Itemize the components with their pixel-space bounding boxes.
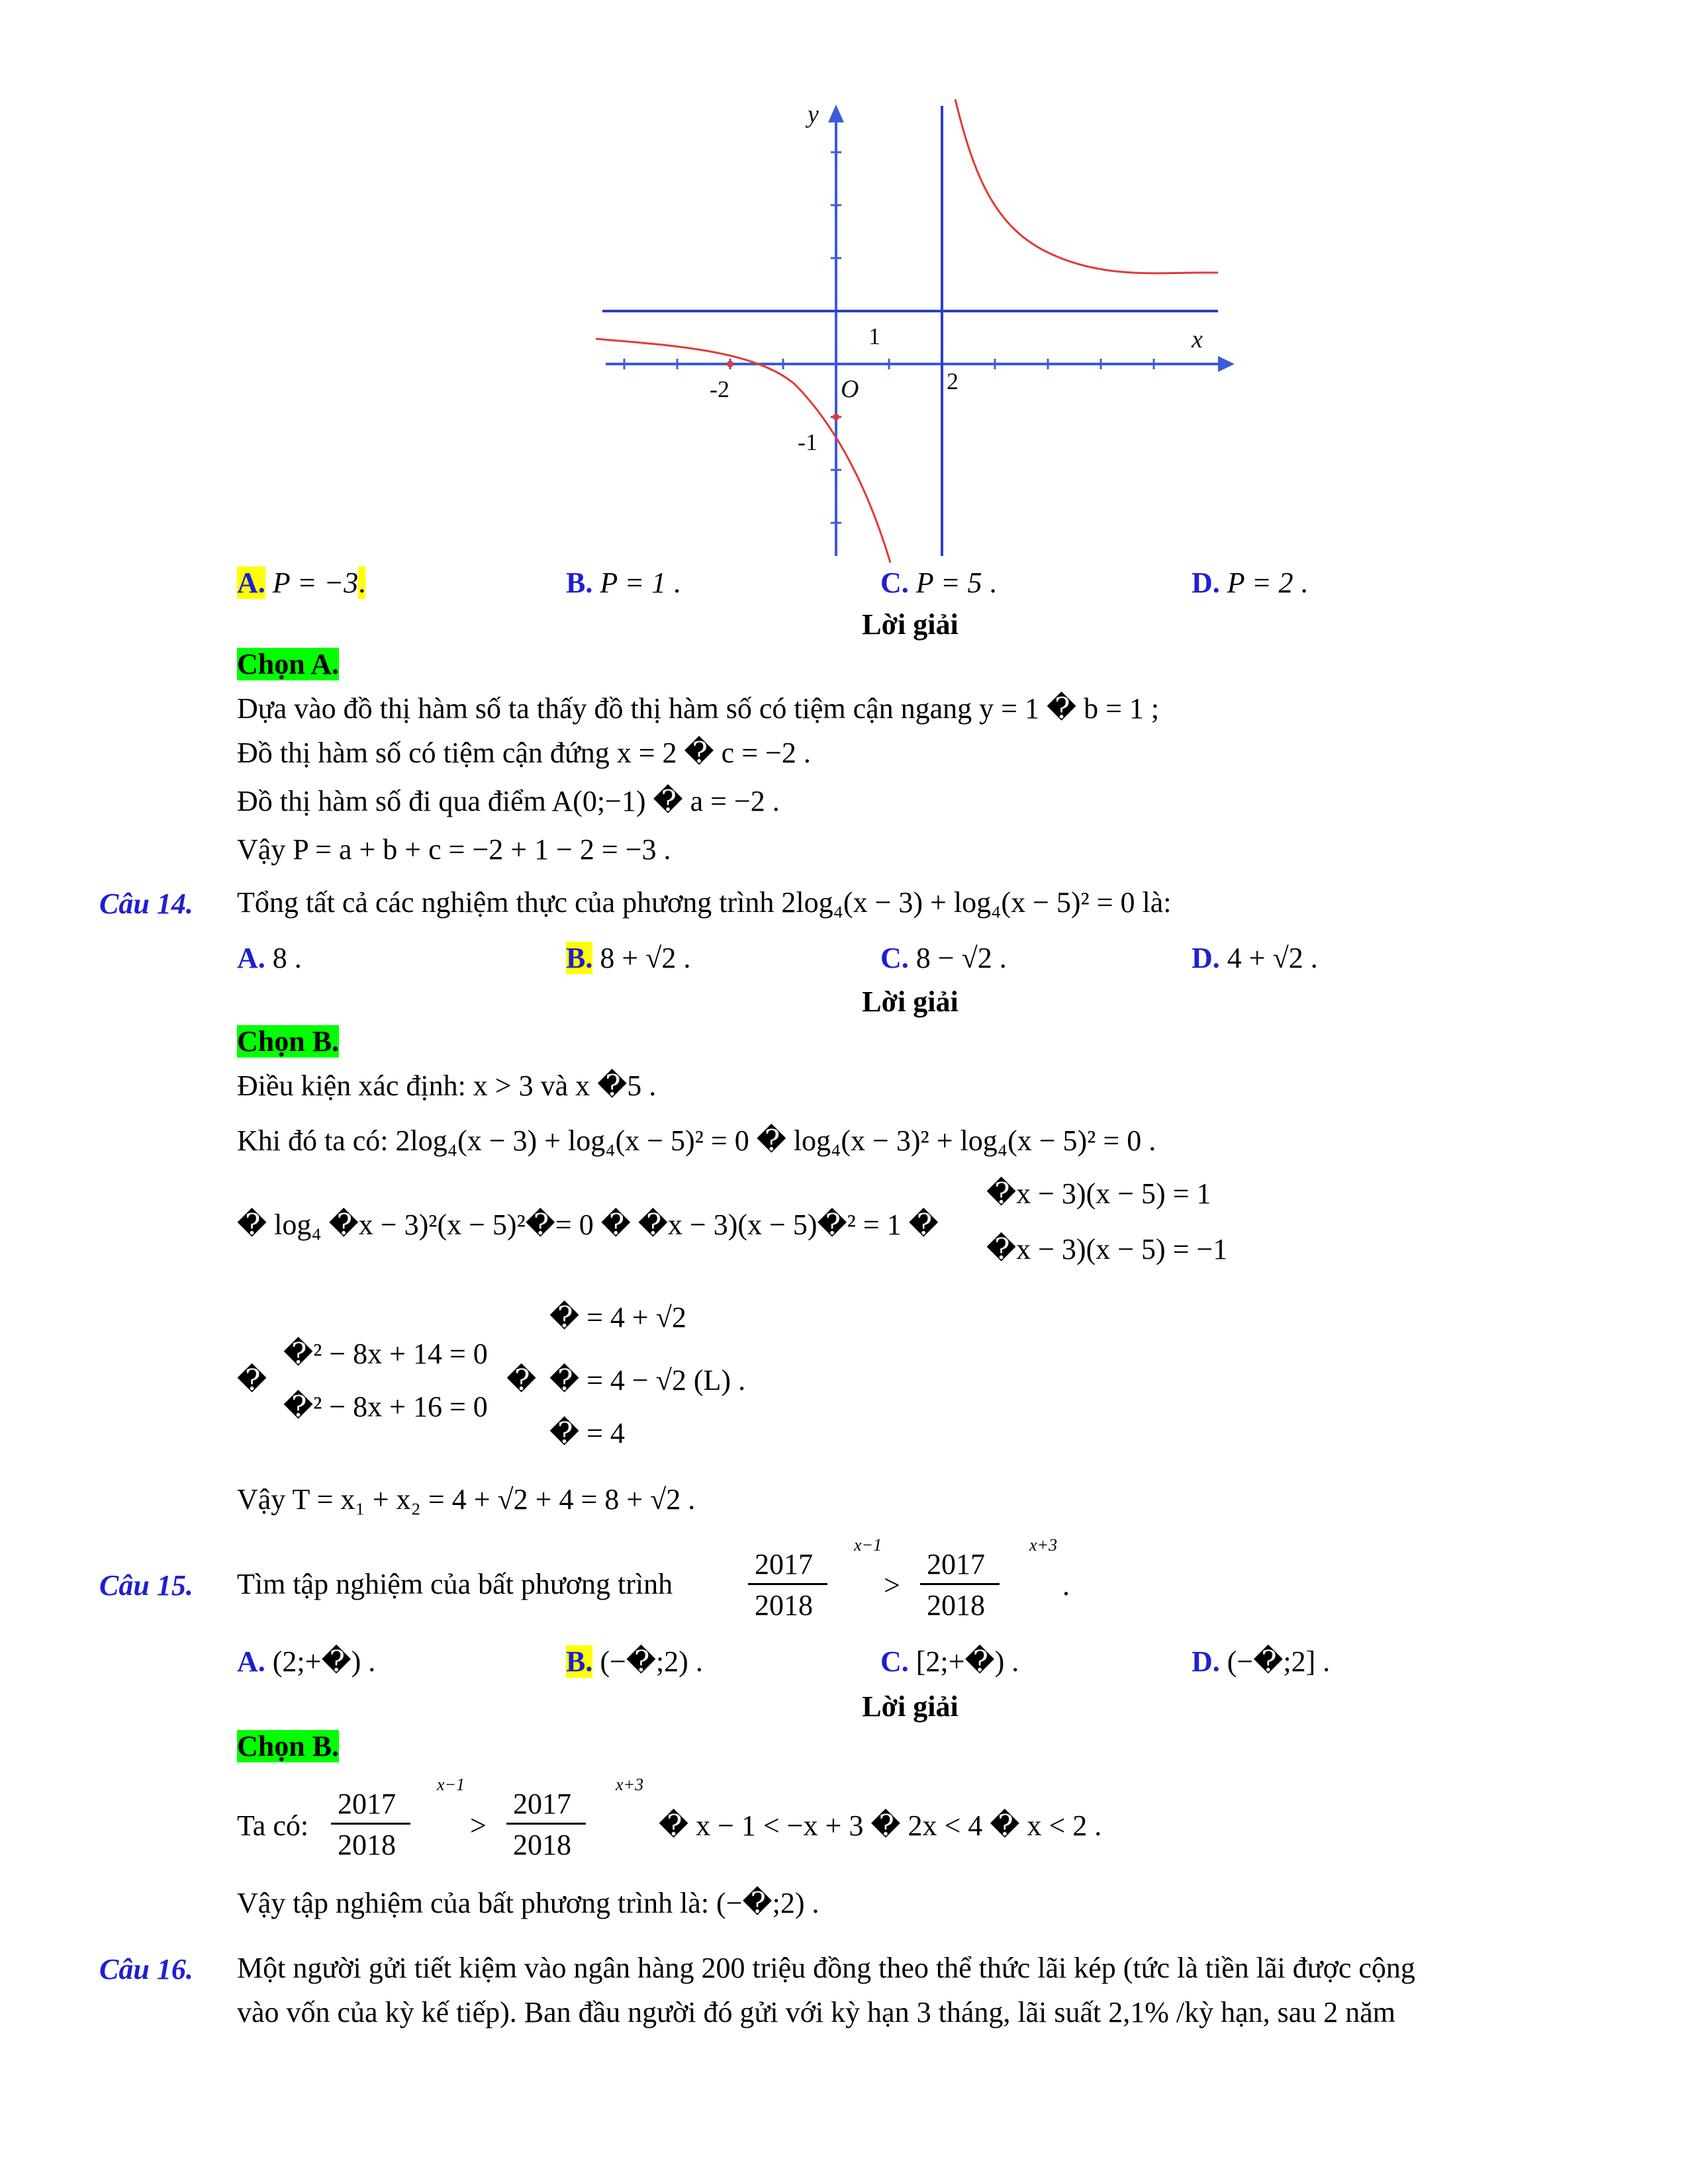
- q14-line-4a: �: [237, 1364, 267, 1396]
- origin-label: O: [841, 375, 859, 403]
- x-axis-arrow: [1218, 356, 1235, 372]
- q14-line-5: Vậy T = x₁ + x₂ = 4 + √2 + 4 = 8 + √2 .: [237, 1483, 696, 1516]
- q15-option-b-label: B.: [566, 1645, 593, 1678]
- q15-frac-left-num: 2017: [755, 1548, 813, 1580]
- tick-label-1: 1: [868, 323, 880, 349]
- q15-option-b-value: (−�;2) .: [600, 1645, 703, 1678]
- q13-option-b-value: P = 1: [600, 567, 667, 599]
- q16-line-2: vào vốn của kỳ kế tiếp). Ban đầu người đó gửi với kỳ hạn 3 tháng, lãi suất 2,1% /kỳ hạn, sau 2 năm: [237, 1996, 1396, 2028]
- q14-line-3b-bottom: �x − 3)(x − 5) = −1: [986, 1233, 1228, 1265]
- q14-label: Câu 14.: [99, 887, 193, 920]
- q14-line-4c: �: [506, 1364, 537, 1396]
- q15-option-d-value: (−�;2] .: [1227, 1645, 1331, 1678]
- q15-label: Câu 15.: [99, 1569, 193, 1602]
- q15-frac-left-den: 2018: [755, 1589, 813, 1621]
- x-axis-label: x: [1192, 326, 1203, 353]
- q15-frac-left-bar: [748, 1583, 827, 1585]
- tick-label-2: 2: [947, 368, 959, 394]
- q15-frac-right-den: 2018: [927, 1589, 985, 1621]
- point-a: [833, 414, 839, 420]
- q13-choice: Chọn A.: [237, 648, 340, 680]
- q15-option-c-value: [2;+�) .: [915, 1645, 1019, 1678]
- q13-option-a-label: A.: [237, 567, 265, 599]
- q16-line-1: Một người gửi tiết kiệm vào ngân hàng 200 triệu đồng theo thể thức lãi kép (tức là tiền lãi được cộng: [237, 1952, 1415, 1984]
- q15-line-1-suffix: � x − 1 < −x + 3 � 2x < 4 � x < 2 .: [659, 1809, 1102, 1842]
- q13-line-3: Đồ thị hàm số đi qua điểm A(0;−1) � a = −2 .: [237, 785, 780, 817]
- y-axis-label: y: [808, 101, 819, 128]
- q14-option-a-value: 8 .: [272, 942, 302, 974]
- q14-option-c-value: 8 − √2 .: [915, 942, 1007, 974]
- q15-sol-frac-left-den: 2018: [338, 1829, 396, 1861]
- q14-option-d-value: 4 + √2 .: [1227, 942, 1318, 974]
- q15-sol-frac-right-den: 2018: [513, 1829, 571, 1861]
- q14-line-1: Điều kiện xác định: x > 3 và x �5 .: [237, 1069, 657, 1102]
- q14-line-3b-top: �x − 3)(x − 5) = 1: [986, 1177, 1211, 1210]
- q14-line-4b-top: �² − 8x + 14 = 0: [283, 1338, 488, 1370]
- q15-option-d-label: D.: [1192, 1645, 1220, 1678]
- q14-option-c-label: C.: [880, 942, 909, 974]
- q14-choice: Chọn B.: [237, 1025, 340, 1058]
- q13-option-c-label: C.: [880, 567, 909, 599]
- q14-question: Tổng tất cả các nghiệm thực của phương trình 2log₄(x − 3) + log₄(x − 5)² = 0 là:: [237, 886, 1172, 919]
- point-root: [727, 361, 733, 367]
- function-graph: [583, 93, 1244, 569]
- q14-line-2: Khi đó ta có: 2log₄(x − 3) + log₄(x − 5)² = 0 � log₄(x − 3)² + log₄(x − 5)² = 0 .: [237, 1124, 1156, 1157]
- q15-solution-title: Lời giải: [862, 1690, 959, 1723]
- q14-line-3a: � log₄ �x − 3)²(x − 5)²�= 0 � �x − 3)(x − 5)�² = 1 �: [237, 1208, 939, 1241]
- q14-line-4b-bottom: �² − 8x + 16 = 0: [283, 1390, 488, 1423]
- q15-frac-right-num: 2017: [927, 1548, 985, 1580]
- q15-frac-right-bar: [920, 1583, 1000, 1585]
- q13-line-1: Dựa vào đồ thị hàm số ta thấy đồ thị hàm số có tiệm cận ngang y = 1 � b = 1 ;: [237, 692, 1160, 725]
- q13-solution-title: Lời giải: [862, 608, 959, 641]
- right-branch-curve: [955, 99, 1218, 273]
- q14-option-d-label: D.: [1192, 942, 1220, 974]
- q14-line-4d-1: � = 4 + √2: [549, 1301, 686, 1334]
- q14-option-b-label: B.: [566, 942, 593, 974]
- q15-option-a-label: A.: [237, 1645, 265, 1678]
- q13-option-a-value: P = −3: [272, 567, 359, 599]
- q15-option-c-label: C.: [880, 1645, 909, 1678]
- q15-line-1-prefix: Ta có:: [237, 1809, 309, 1842]
- q15-sol-frac-right-bar: [506, 1823, 586, 1825]
- q15-line-2: Vậy tập nghiệm của bất phương trình là: (−�;2) .: [237, 1887, 820, 1919]
- y-axis-arrow: [828, 105, 844, 122]
- q15-sol-frac-left-num: 2017: [338, 1788, 396, 1820]
- q13-line-4: Vậy P = a + b + c = −2 + 1 − 2 = −3 .: [237, 833, 671, 866]
- q15-exp-right: x+3: [1029, 1535, 1058, 1555]
- q13-option-b-label: B.: [566, 567, 593, 599]
- q13-option-c-value: P = 5: [915, 567, 982, 599]
- q15-choice: Chọn B.: [237, 1730, 340, 1762]
- q13-option-d-label: D.: [1192, 567, 1220, 599]
- left-branch-curve: [596, 339, 890, 563]
- q16-label: Câu 16.: [99, 1953, 193, 1985]
- q14-option-b-value: 8 + √2 .: [600, 942, 691, 974]
- q15-sol-exp-left: x−1: [437, 1775, 465, 1794]
- q15-sol-frac-right-num: 2017: [513, 1788, 571, 1820]
- q14-line-4d-3: � = 4: [549, 1417, 625, 1449]
- q13-option-d-value: P = 2: [1227, 567, 1293, 599]
- q15-sol-exp-right: x+3: [616, 1775, 644, 1794]
- q15-question: Tìm tập nghiệm của bất phương trình: [237, 1568, 673, 1600]
- tick-label-neg1: -1: [798, 429, 818, 455]
- q15-sol-frac-left-bar: [331, 1823, 410, 1825]
- q14-line-4d-2: � = 4 − √2 (L) .: [549, 1364, 746, 1396]
- q14-option-a-label: A.: [237, 942, 265, 974]
- q13-line-2: Đồ thị hàm số có tiệm cận đứng x = 2 � c = −2 .: [237, 737, 811, 769]
- tick-label-neg2: -2: [710, 376, 729, 402]
- q15-option-a-value: (2;+�) .: [272, 1645, 376, 1678]
- q14-solution-title: Lời giải: [862, 985, 959, 1018]
- q15-exp-left: x−1: [854, 1535, 882, 1555]
